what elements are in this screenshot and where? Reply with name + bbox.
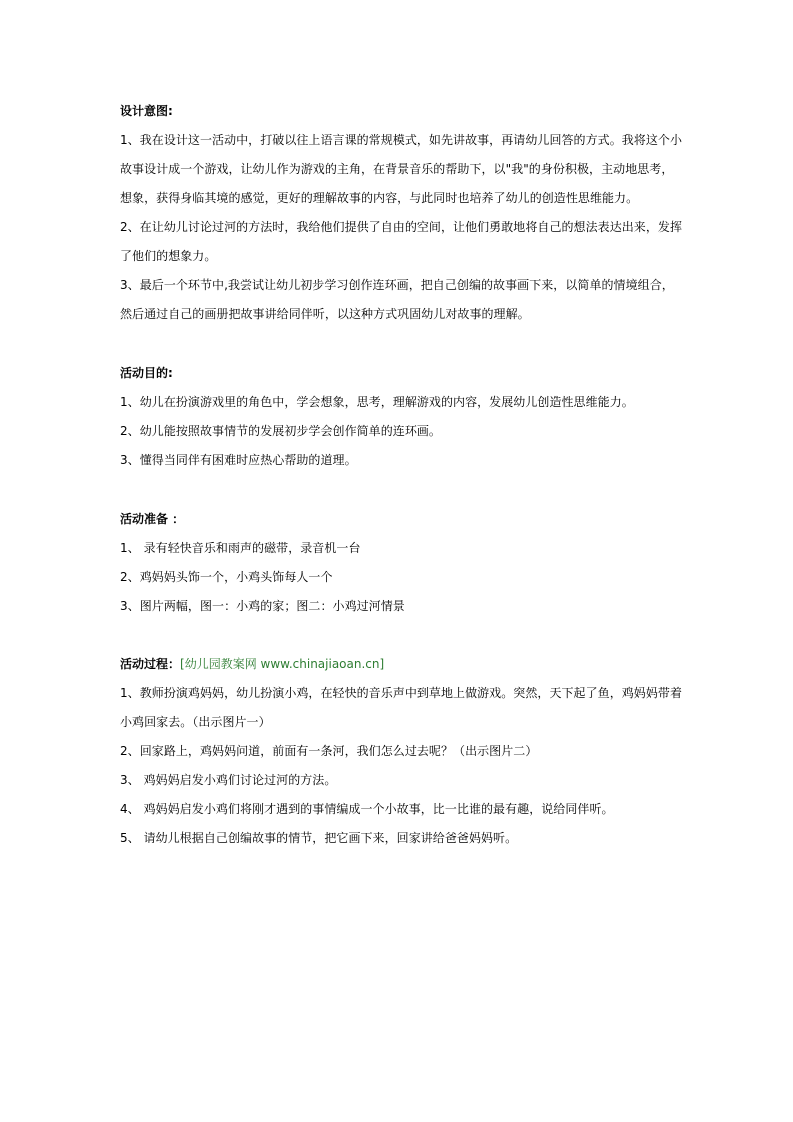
design-intent-line: 想象，获得身临其境的感觉，更好的理解故事的内容，与此同时也培养了幼儿的创造性思维能力。 — [120, 191, 639, 205]
objective-item: 2、幼儿能按照故事情节的发展初步学会创作简单的连环画。 — [120, 424, 441, 438]
source-link[interactable]: [幼儿园教案网 www.chinajiaoan.cn] — [180, 657, 385, 671]
process-section — [120, 650, 680, 853]
preparation-item: 2、鸡妈妈头饰一个，小鸡头饰每人一个 — [120, 570, 333, 584]
preparation-item: 1、 录有轻快音乐和雨声的磁带，录音机一台 — [120, 541, 361, 555]
design-intent-line: 3、最后一个环节中,我尝试让幼儿初步学习创作连环画，把自己创编的故事画下来，以简单的情境组合， — [120, 278, 674, 292]
objectives-section — [120, 359, 680, 475]
design-intent-section — [120, 97, 680, 329]
process-step: 小鸡回家去。（出示图片一） — [120, 715, 271, 729]
process-heading-row — [120, 650, 680, 679]
process-step: 5、 请幼儿根据自己创编故事的情节，把它画下来，回家讲给爸爸妈妈听。 — [120, 831, 518, 845]
design-intent-heading: 设计意图: — [120, 104, 173, 118]
preparation-heading: 活动准备 ： — [120, 512, 185, 526]
process-step: 1、教师扮演鸡妈妈，幼儿扮演小鸡，在轻快的音乐声中到草地上做游戏。突然，天下起了鱼，鸡妈妈带着 — [120, 686, 682, 700]
design-intent-line: 2、在让幼儿讨论过河的方法时，我给他们提供了自由的空间，让他们勇敢地将自己的想法表达出来，发挥 — [120, 220, 682, 234]
process-step: 4、 鸡妈妈启发小鸡们将刚才遇到的事情编成一个小故事，比一比谁的最有趣，说给同伴听。 — [120, 802, 614, 816]
process-heading: 活动过程： — [120, 657, 181, 671]
design-intent-line: 然后通过自己的画册把故事讲给同伴听，以这种方式巩固幼儿对故事的理解。 — [120, 307, 530, 321]
objectives-heading: 活动目的: — [120, 366, 173, 380]
process-step: 3、 鸡妈妈启发小鸡们讨论过河的方法。 — [120, 773, 337, 787]
objective-item: 3、懂得当同伴有困难时应热心帮助的道理。 — [120, 453, 357, 467]
objective-item: 1、幼儿在扮演游戏里的角色中，学会想象，思考，理解游戏的内容，发展幼儿创造性思维能力。 — [120, 395, 634, 409]
process-step: 2、回家路上，鸡妈妈问道，前面有一条河，我们怎么过去呢？（出示图片二） — [120, 744, 538, 758]
design-intent-line: 故事设计成一个游戏，让幼儿作为游戏的主角，在背景音乐的帮助下，以"我"的身份积极，主动地思考， — [120, 162, 674, 176]
preparation-item: 3、图片两幅，图一：小鸡的家；图二：小鸡过河情景 — [120, 599, 405, 613]
design-intent-line: 1、我在设计这一活动中，打破以往上语言课的常规模式，如先讲故事，再请幼儿回答的方式。我将这个小 — [120, 133, 682, 147]
preparation-section — [120, 505, 680, 621]
design-intent-line: 了他们的想象力。 — [120, 249, 217, 263]
